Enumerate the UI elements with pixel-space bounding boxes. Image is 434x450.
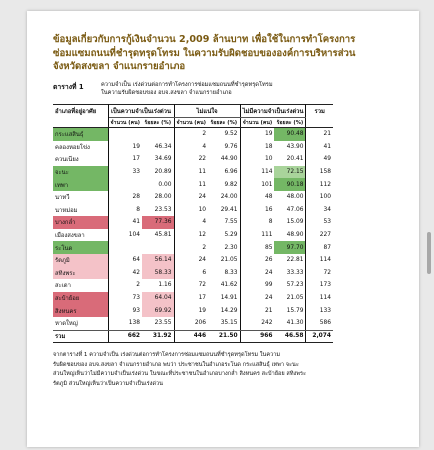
value-cell: 966 [240, 330, 274, 342]
value-cell: 85 [264, 244, 273, 251]
value-cell: 1.16 [142, 279, 174, 292]
value-cell: 11 [198, 181, 207, 188]
value-cell: 73 [132, 295, 141, 302]
value-cell: 47.06 [274, 204, 306, 217]
district-name-cell: เมืองสงขลา [53, 229, 108, 242]
value-cell: 24 [198, 257, 207, 264]
value-cell: 19 [132, 143, 141, 150]
table-row [53, 128, 333, 141]
value-cell: 21 [323, 131, 331, 138]
value-cell: 69.92 [142, 304, 174, 317]
value-cell: 29.41 [208, 204, 240, 217]
value-cell: 20.89 [142, 166, 174, 179]
value-cell: 14.29 [208, 304, 240, 317]
value-cell: 58.33 [142, 267, 174, 280]
value-cell: 114 [261, 169, 273, 176]
value-cell: 45.81 [142, 229, 174, 242]
district-name-cell: สะเดา [53, 279, 108, 292]
value-cell: 111 [261, 232, 273, 239]
district-name-cell: สะบ้าย้อย [53, 292, 108, 305]
value-cell: 7.55 [208, 216, 240, 229]
value-cell: 41.30 [274, 317, 306, 330]
document-title [53, 33, 388, 74]
table-row [53, 204, 333, 217]
header-count: จำนวน (คน) [240, 118, 274, 128]
table-row [53, 267, 333, 280]
district-name-cell: ระโนด [53, 241, 108, 254]
value-cell: 2.30 [208, 241, 240, 254]
table-row [53, 141, 333, 154]
value-cell: 46.58 [274, 330, 306, 342]
paragraph-line: รับผิดชอบของ อบจ.สงขลา จำแนกรายอำเภอ พบว่า ประชาชนในอำเภอระโนด กระแสสินธุ์ เทพา จะนะ [53, 361, 299, 368]
value-cell: 23.53 [142, 204, 174, 217]
summary-paragraph [53, 351, 391, 389]
district-name-cell: เทพา [53, 178, 108, 191]
value-cell: 5.29 [208, 229, 240, 242]
value-cell: 46.34 [142, 141, 174, 154]
value-cell: 24 [264, 269, 273, 276]
header-not-sure: ไม่แน่ใจ [174, 105, 240, 118]
value-cell: 662 [108, 330, 142, 342]
value-cell: 101 [261, 181, 273, 188]
scrollbar-thumb[interactable] [427, 232, 431, 274]
value-cell: 15.09 [274, 216, 306, 229]
value-cell: 53 [323, 219, 331, 226]
value-cell: 23.55 [142, 317, 174, 330]
value-cell: 26 [264, 257, 273, 264]
value-cell: 17 [198, 295, 207, 302]
value-cell: 44.90 [208, 153, 240, 166]
table-row [53, 178, 333, 191]
header-urgent: เป็นความจำเป็นเร่งด่วน [108, 105, 174, 118]
value-cell [108, 241, 142, 254]
value-cell: 28 [132, 194, 141, 201]
value-cell: 41 [323, 143, 331, 150]
table-row [53, 254, 333, 267]
value-cell: 77.36 [142, 216, 174, 229]
value-cell: 104 [128, 232, 141, 239]
value-cell: 22.81 [274, 254, 306, 267]
value-cell: 2 [202, 131, 207, 138]
value-cell: 138 [108, 317, 142, 330]
value-cell: 56.14 [142, 254, 174, 267]
table-row [53, 216, 333, 229]
paragraph-line: รัตภูมิ ส่วนใหญ่เห็นว่าเป็นความจำเป็นเร่งด่วน [53, 380, 164, 387]
district-name-cell: บางกล่ำ [53, 216, 108, 229]
district-name-cell: หาดใหญ่ [53, 317, 108, 330]
value-cell: 173 [319, 282, 331, 289]
value-cell: 242 [240, 317, 274, 330]
district-name-cell: กระแสสินธุ์ [53, 128, 108, 141]
value-cell [108, 128, 142, 141]
value-cell: 4 [202, 219, 207, 226]
header-count: จำนวน (คน) [108, 118, 142, 128]
value-cell: 90.48 [274, 128, 306, 141]
value-cell: 8 [136, 206, 141, 213]
value-cell: 206 [174, 317, 208, 330]
caption-line: ในความรับผิดชอบของ อบจ.สงขลา จำแนกรายอำเภอ [101, 90, 232, 97]
value-cell: 10 [264, 156, 273, 163]
district-table [53, 104, 333, 343]
title-line: ซ่อมแซมถนนที่ชำรุดทรุดโทรม ในความรับผิดชอบขององค์การบริหารส่วน [53, 47, 356, 59]
value-cell: 112 [319, 181, 331, 188]
table-row [53, 292, 333, 305]
value-cell: 158 [319, 169, 331, 176]
value-cell: 19 [264, 131, 273, 138]
district-name-cell: รัตภูมิ [53, 254, 108, 267]
value-cell: 8.33 [208, 267, 240, 280]
value-cell: 17 [132, 156, 141, 163]
title-line: ข้อมูลเกี่ยวกับการกู้เงินจำนวน 2,009 ล้านบาท เพื่อใช้ในการทำโครงการ [53, 34, 356, 45]
header-blank [306, 118, 333, 128]
value-cell: 42 [132, 269, 141, 276]
value-cell: 10 [198, 206, 207, 213]
value-cell: 19 [198, 307, 207, 314]
value-cell: 6.96 [208, 166, 240, 179]
value-cell: 24 [198, 194, 207, 201]
table-caption-text [101, 81, 273, 97]
table-total-row [53, 330, 333, 342]
header-district: อำเภอที่อยู่อาศัย [53, 105, 108, 118]
title-line: จังหวัดสงขลา จำแนกรายอำเภอ [53, 61, 186, 72]
value-cell: 8 [268, 219, 273, 226]
header-not-urgent: ไม่มีความจำเป็นเร่งด่วน [240, 105, 306, 118]
table-row [53, 317, 333, 330]
value-cell: 15.79 [274, 304, 306, 317]
district-name-cell: สทิงพระ [53, 267, 108, 280]
value-cell: 33.33 [274, 267, 306, 280]
value-cell: 93 [132, 307, 141, 314]
value-cell: 22 [198, 156, 207, 163]
value-cell [142, 241, 174, 254]
value-cell: 48.00 [274, 191, 306, 204]
value-cell: 21.05 [274, 292, 306, 305]
district-name-cell: รวม [53, 330, 108, 342]
value-cell: 43.90 [274, 141, 306, 154]
caption-line: ความจำเป็น เร่งด่วนต่อการทำโครงการซ่อมแซมถนนที่ชำรุดทรุดโทรม [101, 82, 273, 88]
value-cell: 16 [264, 206, 273, 213]
value-cell: 14.91 [208, 292, 240, 305]
value-cell: 31.92 [142, 330, 174, 342]
value-cell: 87 [323, 244, 331, 251]
value-cell: 97.70 [274, 241, 306, 254]
value-cell: 21 [264, 307, 273, 314]
value-cell: 9.76 [208, 141, 240, 154]
table-row [53, 229, 333, 242]
value-cell: 48.90 [274, 229, 306, 242]
value-cell: 11 [198, 169, 207, 176]
header-percent: ร้อยละ (%) [274, 118, 306, 128]
district-name-cell: สิงหนคร [53, 304, 108, 317]
value-cell [108, 178, 142, 191]
value-cell: 28.00 [142, 191, 174, 204]
district-name-cell: นาหม่อม [53, 204, 108, 217]
header-blank [53, 118, 108, 128]
district-name-cell: นาทวี [53, 191, 108, 204]
value-cell: 446 [174, 330, 208, 342]
value-cell: 586 [306, 317, 333, 330]
table-row [53, 166, 333, 179]
table-row [53, 241, 333, 254]
value-cell: 21.05 [208, 254, 240, 267]
table-row [53, 153, 333, 166]
value-cell: 35.15 [208, 317, 240, 330]
value-cell: 114 [319, 257, 331, 264]
value-cell: 12 [198, 232, 207, 239]
value-cell: 64.04 [142, 292, 174, 305]
value-cell: 227 [319, 232, 331, 239]
value-cell: 0.00 [142, 178, 174, 191]
value-cell: 57.23 [274, 279, 306, 292]
paragraph-line: จากตารางที่ 1 ความจำเป็น เร่งด่วนต่อการทำโครงการซ่อมแซมถนนที่ชำรุดทรุดโทรม ในความ [53, 352, 281, 358]
value-cell: 99 [264, 282, 273, 289]
value-cell: 20.41 [274, 153, 306, 166]
value-cell: 72 [323, 269, 331, 276]
value-cell: 34 [323, 206, 331, 213]
value-cell: 6 [202, 269, 207, 276]
header-total: รวม [306, 105, 333, 118]
value-cell: 49 [323, 156, 331, 163]
district-name-cell: คลองหอยโข่ง [53, 141, 108, 154]
value-cell: 24.00 [208, 191, 240, 204]
paragraph-line: ส่วนใหญ่เห็นว่าไม่มีความจำเป็นเร่งด่วน ในขณะที่ประชาชนในอำเภอบางกล่ำ สิงหนคร สะบ้าย้อย สทิงพระ [53, 371, 306, 378]
table-row [53, 191, 333, 204]
value-cell: 2 [202, 244, 207, 251]
value-cell: 100 [319, 194, 331, 201]
value-cell: 72.15 [274, 166, 306, 179]
header-percent: ร้อยละ (%) [142, 118, 174, 128]
value-cell: 4 [202, 143, 207, 150]
district-name-cell: จะนะ [53, 166, 108, 179]
table-row [53, 279, 333, 292]
value-cell: 18 [264, 143, 273, 150]
district-name-cell: ควนเนียง [53, 153, 108, 166]
value-cell: 41 [132, 219, 141, 226]
table-row [53, 304, 333, 317]
value-cell: 9.82 [208, 178, 240, 191]
header-percent: ร้อยละ (%) [208, 118, 240, 128]
value-cell: 2 [136, 282, 141, 289]
value-cell: 64 [132, 257, 141, 264]
table-caption-label: ตารางที่ 1 [53, 83, 84, 91]
value-cell: 48 [264, 194, 273, 201]
value-cell: 2,074 [306, 330, 333, 342]
value-cell: 24 [264, 295, 273, 302]
value-cell: 133 [319, 307, 331, 314]
value-cell: 9.52 [208, 128, 240, 141]
value-cell: 21.50 [208, 330, 240, 342]
value-cell [142, 128, 174, 141]
value-cell: 41.62 [208, 279, 240, 292]
value-cell: 33 [132, 169, 141, 176]
value-cell: 34.69 [142, 153, 174, 166]
value-cell: 114 [319, 295, 331, 302]
header-count: จำนวน (คน) [174, 118, 208, 128]
value-cell: 90.18 [274, 178, 306, 191]
value-cell: 72 [198, 282, 207, 289]
